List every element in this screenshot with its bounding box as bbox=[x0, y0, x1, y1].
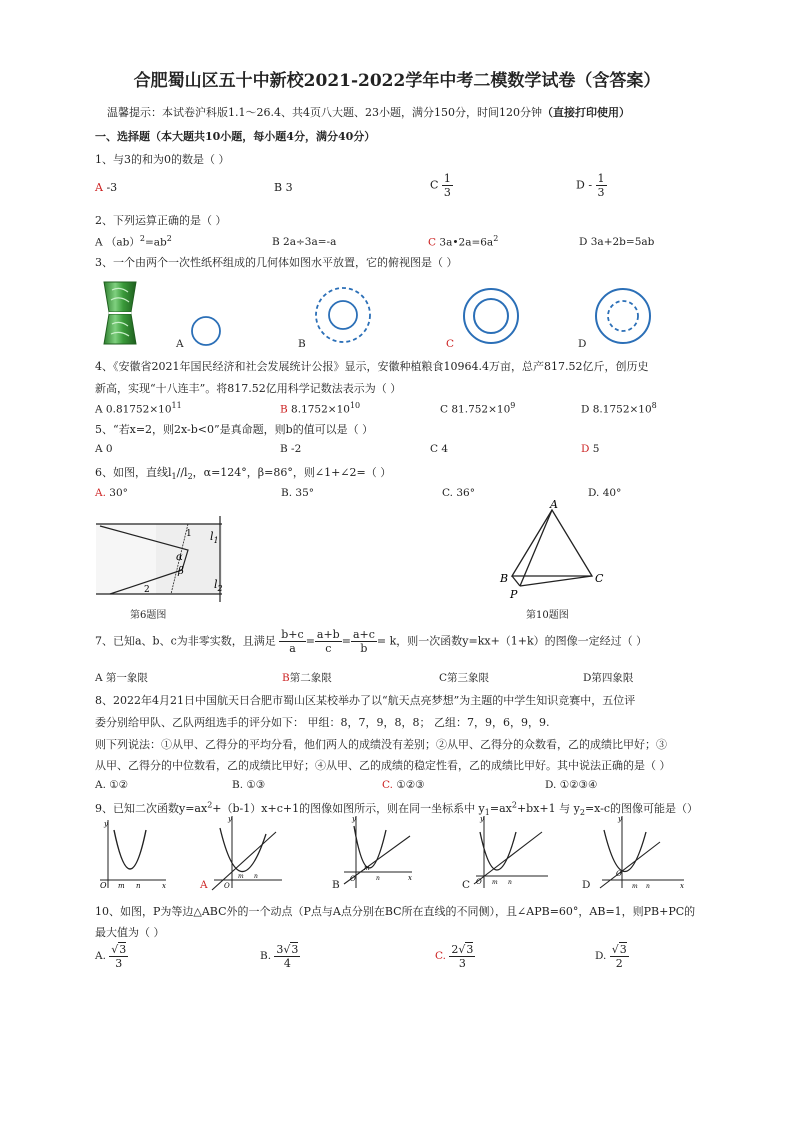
exam-tip bbox=[107, 104, 630, 120]
q6-fig-angle2: 2 bbox=[144, 585, 150, 595]
q4-a-exp: 11 bbox=[171, 401, 182, 410]
q6-fig-l2: $l_2$ bbox=[214, 578, 223, 593]
q3-option-b-figure bbox=[314, 287, 372, 345]
q10-b-den: 4 bbox=[283, 957, 291, 970]
q9-d-x: x bbox=[680, 882, 684, 890]
q1-d-key: D - bbox=[576, 178, 593, 192]
q7-stem: 7、已知a、b、c为非零实数，且满足 $\frac{b+c}{a}$ = $\frac{a+b}{c}$ = $\frac{a+c}{b}$ = k，则一次函数y=kx+（1+k）的图像一定经过（ ） bbox=[95, 628, 648, 655]
q2-option-b: B 2a÷3a=-a bbox=[272, 236, 337, 248]
q7-option-d: D第四象限 bbox=[583, 672, 634, 684]
q9-main-y: y bbox=[104, 820, 108, 828]
q4-stem-line1: 4、《安徽省2021年国民经济和社会发展统计公报》显示，安徽种植粮食10964.4万亩，总产817.52亿斤，创历史 bbox=[95, 360, 649, 373]
q10-option-b bbox=[260, 942, 300, 970]
q6-fig-beta: β bbox=[178, 566, 184, 577]
q8-line4: 从甲、乙得分的中位数看，乙的成绩比甲好；④从甲、乙的成绩的稳定性看，乙的成绩比甲好。其中说法正确的是（ ） bbox=[95, 759, 671, 772]
q10-triangle-figure bbox=[494, 498, 606, 602]
q3-option-d-figure bbox=[594, 288, 652, 346]
q7-stem-a: 7、已知a、b、c为非零实数，且满足 bbox=[95, 634, 276, 648]
q9-main-m: m bbox=[118, 882, 125, 890]
q7-f1-den: a bbox=[289, 642, 296, 655]
q10-c-coef: 2 bbox=[451, 943, 459, 956]
q3-option-d-label: D bbox=[578, 338, 587, 350]
tip-bold: （直接打印使用） bbox=[541, 106, 630, 119]
q9-main-n: n bbox=[136, 882, 141, 890]
q4-b-text: 8.1752×10 bbox=[287, 403, 350, 416]
q1-option-a bbox=[95, 181, 117, 194]
q9-option-c-label: C bbox=[462, 879, 471, 891]
q9-sub2: 2 bbox=[579, 808, 585, 818]
q10-fig-P: P bbox=[510, 588, 518, 601]
q6-option-b: B. 35° bbox=[281, 487, 315, 499]
q8-c-key: C. bbox=[382, 779, 393, 791]
q2-stem: 2、下列运算正确的是（ ） bbox=[95, 214, 227, 227]
q5-option-d bbox=[581, 443, 599, 455]
q6-fig-l1: $l_1$ bbox=[210, 530, 219, 545]
q4-option-d bbox=[581, 401, 657, 416]
q6-option-a bbox=[95, 487, 128, 499]
q10-fig-C: C bbox=[595, 572, 604, 585]
q5-stem: 5、“若x=2，则2x-b<0”是真命题，则b的值可以是（ ） bbox=[95, 423, 374, 436]
page-title: 合肥蜀山区五十中新校2021-2022学年中考二模数学试卷（含答案） bbox=[133, 71, 661, 91]
q6-a-key: A. bbox=[95, 487, 106, 499]
q4-c-text: C 81.752×10 bbox=[440, 403, 511, 416]
q5-d-key: D bbox=[581, 443, 590, 455]
q10-d-num: √3 bbox=[611, 943, 627, 956]
q9-b-m: m bbox=[364, 865, 370, 872]
q10-a-num: √3 bbox=[111, 943, 127, 956]
q3-stem: 3、一个由两个一次性纸杯组成的几何体如图水平放置，它的俯视图是（ ） bbox=[95, 256, 458, 269]
q4-c-exp: 9 bbox=[510, 401, 516, 410]
q9-b-x: x bbox=[408, 874, 412, 882]
q7-b-text: 第二象限 bbox=[289, 672, 332, 684]
q10-fig-B: B bbox=[500, 572, 509, 585]
q9-a-m: m bbox=[238, 873, 244, 880]
q9-c-o: O bbox=[476, 878, 482, 886]
q2-a-mid: =ab bbox=[145, 236, 167, 249]
q3-option-a-figure bbox=[190, 316, 222, 348]
q10-b-rad: 3 bbox=[291, 943, 299, 956]
q10-d-den: 2 bbox=[615, 957, 623, 970]
q9-exp2: 2 bbox=[511, 800, 517, 810]
q3-option-b-label: B bbox=[298, 338, 306, 350]
q9-main-x: x bbox=[162, 882, 166, 890]
q9-exp1: 2 bbox=[207, 800, 213, 810]
q1-d-num: 1 bbox=[597, 172, 605, 185]
q7-f3-den: b bbox=[360, 642, 368, 655]
q1-c-fraction bbox=[442, 172, 453, 199]
q8-option-a: A. ①② bbox=[95, 779, 129, 791]
q9-stem-a: 9、已知二次函数y=ax bbox=[95, 802, 208, 815]
q1-option-d bbox=[576, 172, 607, 199]
q1-c-key: C bbox=[430, 178, 439, 192]
q4-option-c bbox=[440, 401, 515, 416]
q1-stem: 1、与3的和为0的数是（ ） bbox=[95, 153, 230, 166]
q6-figure-caption: 第6题图 bbox=[130, 610, 167, 621]
q8-line2: 委分别给甲队、乙队两组选手的评分如下： 甲组：8，7，9，8，8； 乙组：7，9，6，9，9. bbox=[95, 716, 550, 729]
q9-a-n: n bbox=[254, 873, 258, 880]
q6-parallel-lines-figure bbox=[96, 516, 236, 602]
q9-c-n: n bbox=[508, 879, 512, 886]
q1-option-b: B 3 bbox=[274, 181, 293, 194]
q8-option-c bbox=[382, 779, 425, 791]
q10-option-d bbox=[595, 942, 629, 970]
q6-stem-c: ，α=124°，β=86°，则∠1+∠2=（ ） bbox=[192, 466, 392, 479]
q5-d-text: 5 bbox=[589, 443, 600, 455]
q3-option-c-figure bbox=[462, 288, 520, 346]
q7-f2-num: a+b bbox=[316, 628, 340, 641]
q6-stem-b: //l bbox=[176, 466, 188, 479]
q10-c-num: 2√3 bbox=[451, 943, 474, 956]
q10-a-rad: 3 bbox=[119, 943, 127, 956]
q10-d-key: D. bbox=[595, 950, 607, 962]
q9-d-o: O bbox=[616, 870, 622, 878]
q6-fig-alpha: α bbox=[176, 552, 183, 563]
q7-frac3 bbox=[351, 628, 377, 655]
q9-option-d-label: D bbox=[582, 879, 591, 891]
q4-option-a bbox=[95, 401, 182, 416]
q2-option-d: D 3a+2b=5ab bbox=[579, 236, 655, 248]
q9-c-m: m bbox=[492, 879, 498, 886]
q7-frac2 bbox=[315, 628, 342, 655]
q7-option-a: A 第一象限 bbox=[95, 672, 148, 684]
q7-frac1 bbox=[279, 628, 305, 655]
q10-b-coef: 3 bbox=[276, 943, 284, 956]
q7-option-c: C第三象限 bbox=[439, 672, 490, 684]
q2-a-exp2: 2 bbox=[166, 234, 172, 243]
q6-stem bbox=[95, 464, 391, 481]
q7-f3-num: a+c bbox=[352, 628, 375, 641]
q2-a-exp: 2 bbox=[139, 234, 145, 243]
q9-d-m: m bbox=[632, 883, 638, 890]
q9-option-c-graph bbox=[472, 812, 552, 892]
q10-a-key: A. bbox=[95, 950, 106, 962]
q4-b-key: B bbox=[280, 403, 288, 416]
q1-a-text: -3 bbox=[106, 181, 118, 194]
q9-b-n: n bbox=[376, 875, 380, 882]
q10-c-key: C. bbox=[435, 950, 446, 962]
q10-line2: 最大值为（ ） bbox=[95, 926, 165, 939]
q2-c-text: 3a•2a=6a bbox=[436, 236, 494, 249]
q6-stem-sub2: 2 bbox=[187, 472, 193, 482]
q8-option-b: B. ①③ bbox=[232, 779, 266, 791]
q3-option-c-label: C bbox=[446, 338, 455, 350]
q5-option-a: A 0 bbox=[95, 443, 113, 455]
q10-option-c bbox=[435, 942, 475, 970]
q7-b-key: B bbox=[282, 672, 290, 684]
q3-option-a-label: A bbox=[176, 338, 184, 350]
q2-c-key: C bbox=[428, 236, 437, 249]
q9-a-y: y bbox=[228, 815, 232, 823]
q9-stem-c: =ax bbox=[489, 802, 512, 815]
q9-option-b-label: B bbox=[332, 879, 340, 891]
q9-stem-b: +（b-1）x+c+1的图像如图所示，则在同一坐标系中 y bbox=[212, 802, 485, 815]
q9-b-y: y bbox=[352, 815, 356, 823]
q10-fig-A: A bbox=[550, 498, 558, 511]
q8-line1: 8、2022年4月21日中国航天日合肥市蜀山区某校举办了以“航天点亮梦想”为主题的中学生知识竞赛中，五位评 bbox=[95, 694, 636, 707]
q1-a-key: A bbox=[95, 181, 103, 194]
q9-option-a-label: A bbox=[200, 879, 208, 891]
q9-stem-d: +bx+1 与 y bbox=[516, 802, 580, 815]
q2-a-pre: A （ab） bbox=[95, 236, 140, 249]
q9-sub1: 1 bbox=[484, 808, 490, 818]
q6-option-d: D. 40° bbox=[588, 487, 622, 499]
q1-option-c bbox=[430, 172, 453, 199]
q9-stem-e: =x-c的图像可能是（） bbox=[584, 802, 699, 815]
q9-option-d-graph bbox=[598, 812, 688, 892]
q5-option-b: B -2 bbox=[280, 443, 302, 455]
q4-d-text: D 8.1752×10 bbox=[581, 403, 652, 416]
q4-option-b bbox=[280, 401, 360, 416]
q9-b-o: O bbox=[350, 875, 356, 883]
q1-d-den: 3 bbox=[597, 186, 605, 199]
q9-d-y: y bbox=[618, 815, 622, 823]
q7-f1-num: b+c bbox=[281, 628, 304, 641]
q2-option-c bbox=[428, 234, 498, 249]
q4-a-text: A 0.81752×10 bbox=[95, 403, 172, 416]
q4-d-exp: 8 bbox=[651, 401, 657, 410]
q5-option-c: C 4 bbox=[430, 443, 449, 455]
q4-b-exp: 10 bbox=[349, 401, 361, 410]
q9-main-o: O bbox=[100, 881, 107, 890]
q7-option-b bbox=[282, 670, 332, 685]
q9-option-b-graph bbox=[340, 812, 416, 892]
q6-option-c: C. 36° bbox=[442, 487, 475, 499]
q8-option-d: D. ①②③④ bbox=[545, 779, 598, 791]
q6-a-text: 30° bbox=[105, 487, 128, 499]
q10-a-den: 3 bbox=[115, 957, 123, 970]
tip-text: 温馨提示：本试卷沪科版1.1～26.4、共4页八大题、23小题，满分150分，时间120分钟 bbox=[107, 106, 542, 119]
section-heading: 一、选择题（本大题共10小题，每小题4分，满分40分） bbox=[95, 130, 376, 143]
q9-option-a-graph bbox=[210, 812, 286, 892]
q2-option-a bbox=[95, 234, 172, 250]
q10-a-fraction bbox=[109, 942, 128, 970]
q1-c-den: 3 bbox=[443, 186, 451, 199]
q10-c-rad: 3 bbox=[466, 943, 474, 956]
q6-fig-angle1: 1 bbox=[186, 529, 192, 539]
q1-c-num: 1 bbox=[443, 172, 451, 185]
q9-d-n: n bbox=[646, 883, 650, 890]
q6-stem-a: 6、如图，直线l bbox=[95, 466, 172, 479]
q9-c-y: y bbox=[480, 815, 484, 823]
q10-d-fraction bbox=[610, 942, 629, 970]
q7-f2-den: c bbox=[325, 642, 332, 655]
q10-b-key: B. bbox=[260, 950, 272, 962]
q7-stem-b: = k，则一次函数y=kx+（1+k）的图像一定经过（ ） bbox=[376, 634, 648, 648]
q10-d-rad: 3 bbox=[619, 943, 627, 956]
q9-a-o: O bbox=[224, 882, 230, 890]
q10-line1: 10、如图，P为等边△ABC外的一个动点（P点与A点分别在BC所在直线的不同侧），且∠APB=60°，AB=1，则PB+PC的 bbox=[95, 905, 696, 918]
q10-b-num: 3√3 bbox=[276, 943, 299, 956]
q10-b-fraction bbox=[274, 942, 300, 970]
q8-line3: 则下列说法：①从甲、乙得分的平均分看，他们两人的成绩没有差别；②从甲、乙得分的众数看，乙的成绩比甲好；③ bbox=[95, 738, 667, 751]
q6-stem-sub1: 1 bbox=[171, 472, 177, 482]
q10-c-fraction bbox=[449, 942, 475, 970]
q4-stem-line2: 新高，实现“十八连丰”。将817.52亿用科学记数法表示为（ ） bbox=[95, 382, 402, 395]
q1-d-fraction bbox=[596, 172, 607, 199]
q2-c-exp: 2 bbox=[493, 234, 499, 243]
q10-option-a bbox=[95, 942, 128, 970]
q10-figure-caption: 第10题图 bbox=[526, 610, 569, 621]
q10-c-den: 3 bbox=[458, 957, 466, 970]
q9-given-graph bbox=[96, 816, 170, 892]
q8-c-text: ①②③ bbox=[393, 779, 425, 791]
paper-cups-figure bbox=[100, 280, 140, 346]
